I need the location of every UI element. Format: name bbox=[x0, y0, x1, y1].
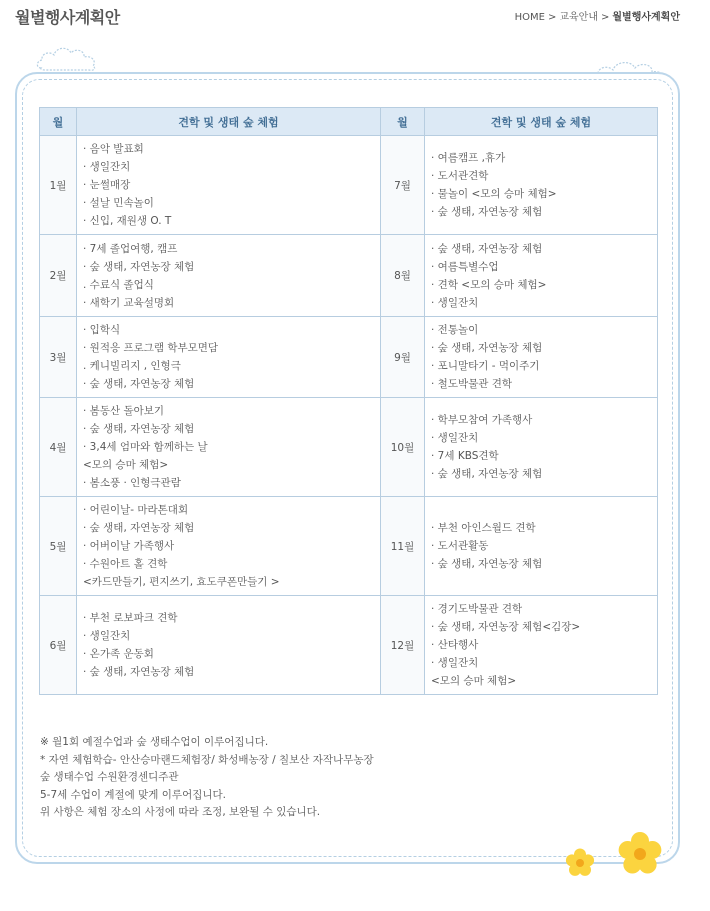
activity-item: · 숲 생태, 자연농장 체험 bbox=[431, 342, 543, 354]
activity-item: · 여름특별수업 bbox=[431, 260, 499, 273]
activities-cell bbox=[77, 596, 381, 695]
activities-cell bbox=[425, 136, 658, 235]
activity-item: · 숲 생태, 자연농장 체험<김장> bbox=[431, 621, 581, 633]
activity-item: · 산타행사 bbox=[431, 639, 479, 651]
note-line: * 자연 체험학습- 안산승마랜드체험장/ 화성배농장 / 칠보산 자작나무농장 bbox=[40, 753, 374, 766]
month-cell: 10월 bbox=[381, 398, 425, 497]
activity-item: · 숲 생태, 자연농장 체험 bbox=[431, 206, 543, 218]
header-activities-left: 견학 및 생태 숲 체험 bbox=[77, 108, 381, 136]
activity-item: <모의 승마 체험> bbox=[431, 675, 517, 687]
activities-cell bbox=[77, 497, 381, 596]
header-month-right: 월 bbox=[381, 108, 425, 136]
activity-item: . 수료식 졸업식 bbox=[83, 278, 154, 291]
activities-cell bbox=[425, 235, 658, 317]
activity-item: · 경기도박물관 견학 bbox=[431, 603, 523, 615]
activity-item: · 도서관견학 bbox=[431, 170, 489, 182]
activity-item: · 어버이날 가족행사 bbox=[83, 540, 175, 552]
month-cell: 7월 bbox=[381, 136, 425, 235]
table-header-row bbox=[40, 108, 658, 136]
activity-item: · 견학 <모의 승마 체험> bbox=[431, 278, 547, 291]
activities-cell bbox=[425, 497, 658, 596]
activity-item: · 숲 생태, 자연농장 체험 bbox=[83, 378, 195, 390]
month-cell: 8월 bbox=[381, 235, 425, 317]
note-line: ※ 월1회 예절수업과 숲 생태수업이 이루어집니다. bbox=[40, 736, 269, 748]
activity-item: · 부천 아인스월드 견학 bbox=[431, 522, 536, 534]
breadcrumb-separator: > bbox=[547, 12, 557, 23]
table-row bbox=[40, 317, 658, 398]
table-row bbox=[40, 136, 658, 235]
month-cell: 5월 bbox=[40, 497, 77, 596]
activity-item: · 숲 생태, 자연농장 체험 bbox=[431, 558, 543, 570]
activity-item: · 포니말타기 - 먹이주기 bbox=[431, 360, 540, 372]
activity-item: · 생일잔치 bbox=[83, 630, 131, 642]
breadcrumb-home[interactable]: HOME bbox=[514, 12, 545, 23]
activity-item: · 새학기 교육설명회 bbox=[83, 296, 175, 309]
table-row bbox=[40, 398, 658, 497]
activity-item: · 원적응 프로그램 학부모면담 bbox=[83, 342, 219, 354]
activity-item: · 숲 생태, 자연농장 체험 bbox=[83, 666, 195, 678]
notes-section bbox=[40, 734, 374, 822]
activity-item: · 숲 생태, 자연농장 체험 bbox=[83, 260, 195, 273]
table-row bbox=[40, 596, 658, 695]
activity-item: · 전통놀이 bbox=[431, 324, 479, 336]
activity-item: . 케니빌리지 , 인형극 bbox=[83, 360, 181, 372]
activity-item: · 숲 생태, 자연농장 체험 bbox=[83, 522, 195, 534]
activity-item: · 7세 KBS견학 bbox=[431, 450, 499, 462]
activity-item: · 숲 생태, 자연농장 체험 bbox=[83, 423, 195, 435]
activity-item: · 어린이날- 마라톤대회 bbox=[83, 504, 189, 516]
month-cell: 1월 bbox=[40, 136, 77, 235]
month-cell: 3월 bbox=[40, 317, 77, 398]
table-row bbox=[40, 497, 658, 596]
breadcrumb bbox=[515, 8, 680, 23]
activity-item: · 학부모참여 가족행사 bbox=[431, 414, 533, 426]
month-cell: 12월 bbox=[381, 596, 425, 695]
activity-item: · 도서관활동 bbox=[431, 540, 489, 552]
breadcrumb-separator: > bbox=[600, 12, 610, 23]
month-cell: 6월 bbox=[40, 596, 77, 695]
activities-cell bbox=[77, 136, 381, 235]
activity-item: · 생일잔치 bbox=[431, 657, 479, 669]
activity-item: · 3,4세 엄마와 함께하는 날 bbox=[83, 441, 208, 453]
activity-item: · 숲 생태, 자연농장 체험 bbox=[431, 468, 543, 480]
activity-item: · 생일잔치 bbox=[83, 161, 131, 173]
activity-item: · 수원아트 홀 견학 bbox=[83, 558, 168, 570]
header-activities-right: 견학 및 생태 숲 체험 bbox=[425, 108, 658, 136]
table-row bbox=[40, 235, 658, 317]
month-cell: 9월 bbox=[381, 317, 425, 398]
month-cell: 4월 bbox=[40, 398, 77, 497]
note-line: 위 사항은 체험 장소의 사정에 따라 조정, 보완될 수 있습니다. bbox=[40, 806, 321, 818]
activity-item: · 음악 발표회 bbox=[83, 143, 144, 155]
activities-cell bbox=[77, 317, 381, 398]
flower-decoration-icon bbox=[562, 845, 598, 881]
month-cell: 11월 bbox=[381, 497, 425, 596]
activities-cell bbox=[425, 317, 658, 398]
page-title: 월별행사계획안 bbox=[15, 8, 120, 27]
note-line: 숲 생태수업 수원환경센디주관 bbox=[40, 771, 179, 783]
activities-cell bbox=[425, 596, 658, 695]
activities-cell bbox=[77, 235, 381, 317]
breadcrumb-current: 월별행사계획안 bbox=[612, 12, 680, 23]
activity-item: · 설날 민속놀이 bbox=[83, 197, 154, 209]
activity-item: · 온가족 운동회 bbox=[83, 648, 154, 660]
activity-item: · 생일잔치 bbox=[431, 432, 479, 444]
activity-item: · 봄소풍 · 인형극관람 bbox=[83, 477, 181, 489]
activities-cell bbox=[77, 398, 381, 497]
activities-cell bbox=[425, 398, 658, 497]
activity-item: <모의 승마 체험> bbox=[83, 459, 169, 471]
flower-decoration-icon bbox=[612, 826, 668, 882]
activity-item: · 입학식 bbox=[83, 324, 121, 336]
activity-item: · 봄동산 돌아보기 bbox=[83, 405, 165, 417]
activity-item: · 눈썰매장 bbox=[83, 179, 131, 191]
header-month-left: 월 bbox=[40, 108, 77, 136]
activity-item: · 부천 로보파크 견학 bbox=[83, 612, 178, 624]
breadcrumb-education[interactable]: 교육안내 bbox=[559, 12, 598, 23]
monthly-plan-table bbox=[39, 107, 658, 695]
note-line: 5-7세 수업이 계절에 맞게 이루어집니다. bbox=[40, 788, 226, 801]
activity-item: <카드만들기, 편지쓰기, 효도쿠폰만들기 > bbox=[83, 576, 280, 588]
activity-item: · 생일잔치 bbox=[431, 296, 479, 309]
activity-item: · 7세 졸업여행, 캠프 bbox=[83, 242, 178, 255]
activity-item: · 신입, 재원생 O. T bbox=[83, 215, 172, 227]
activity-item: · 철도박물관 견학 bbox=[431, 378, 513, 390]
activity-item: · 여름캠프 ,휴가 bbox=[431, 152, 506, 164]
cloud-decoration-icon bbox=[35, 42, 103, 72]
month-cell: 2월 bbox=[40, 235, 77, 317]
activity-item: · 숲 생태, 자연농장 체험 bbox=[431, 242, 543, 255]
activity-item: · 물놀이 <모의 승마 체험> bbox=[431, 188, 557, 200]
